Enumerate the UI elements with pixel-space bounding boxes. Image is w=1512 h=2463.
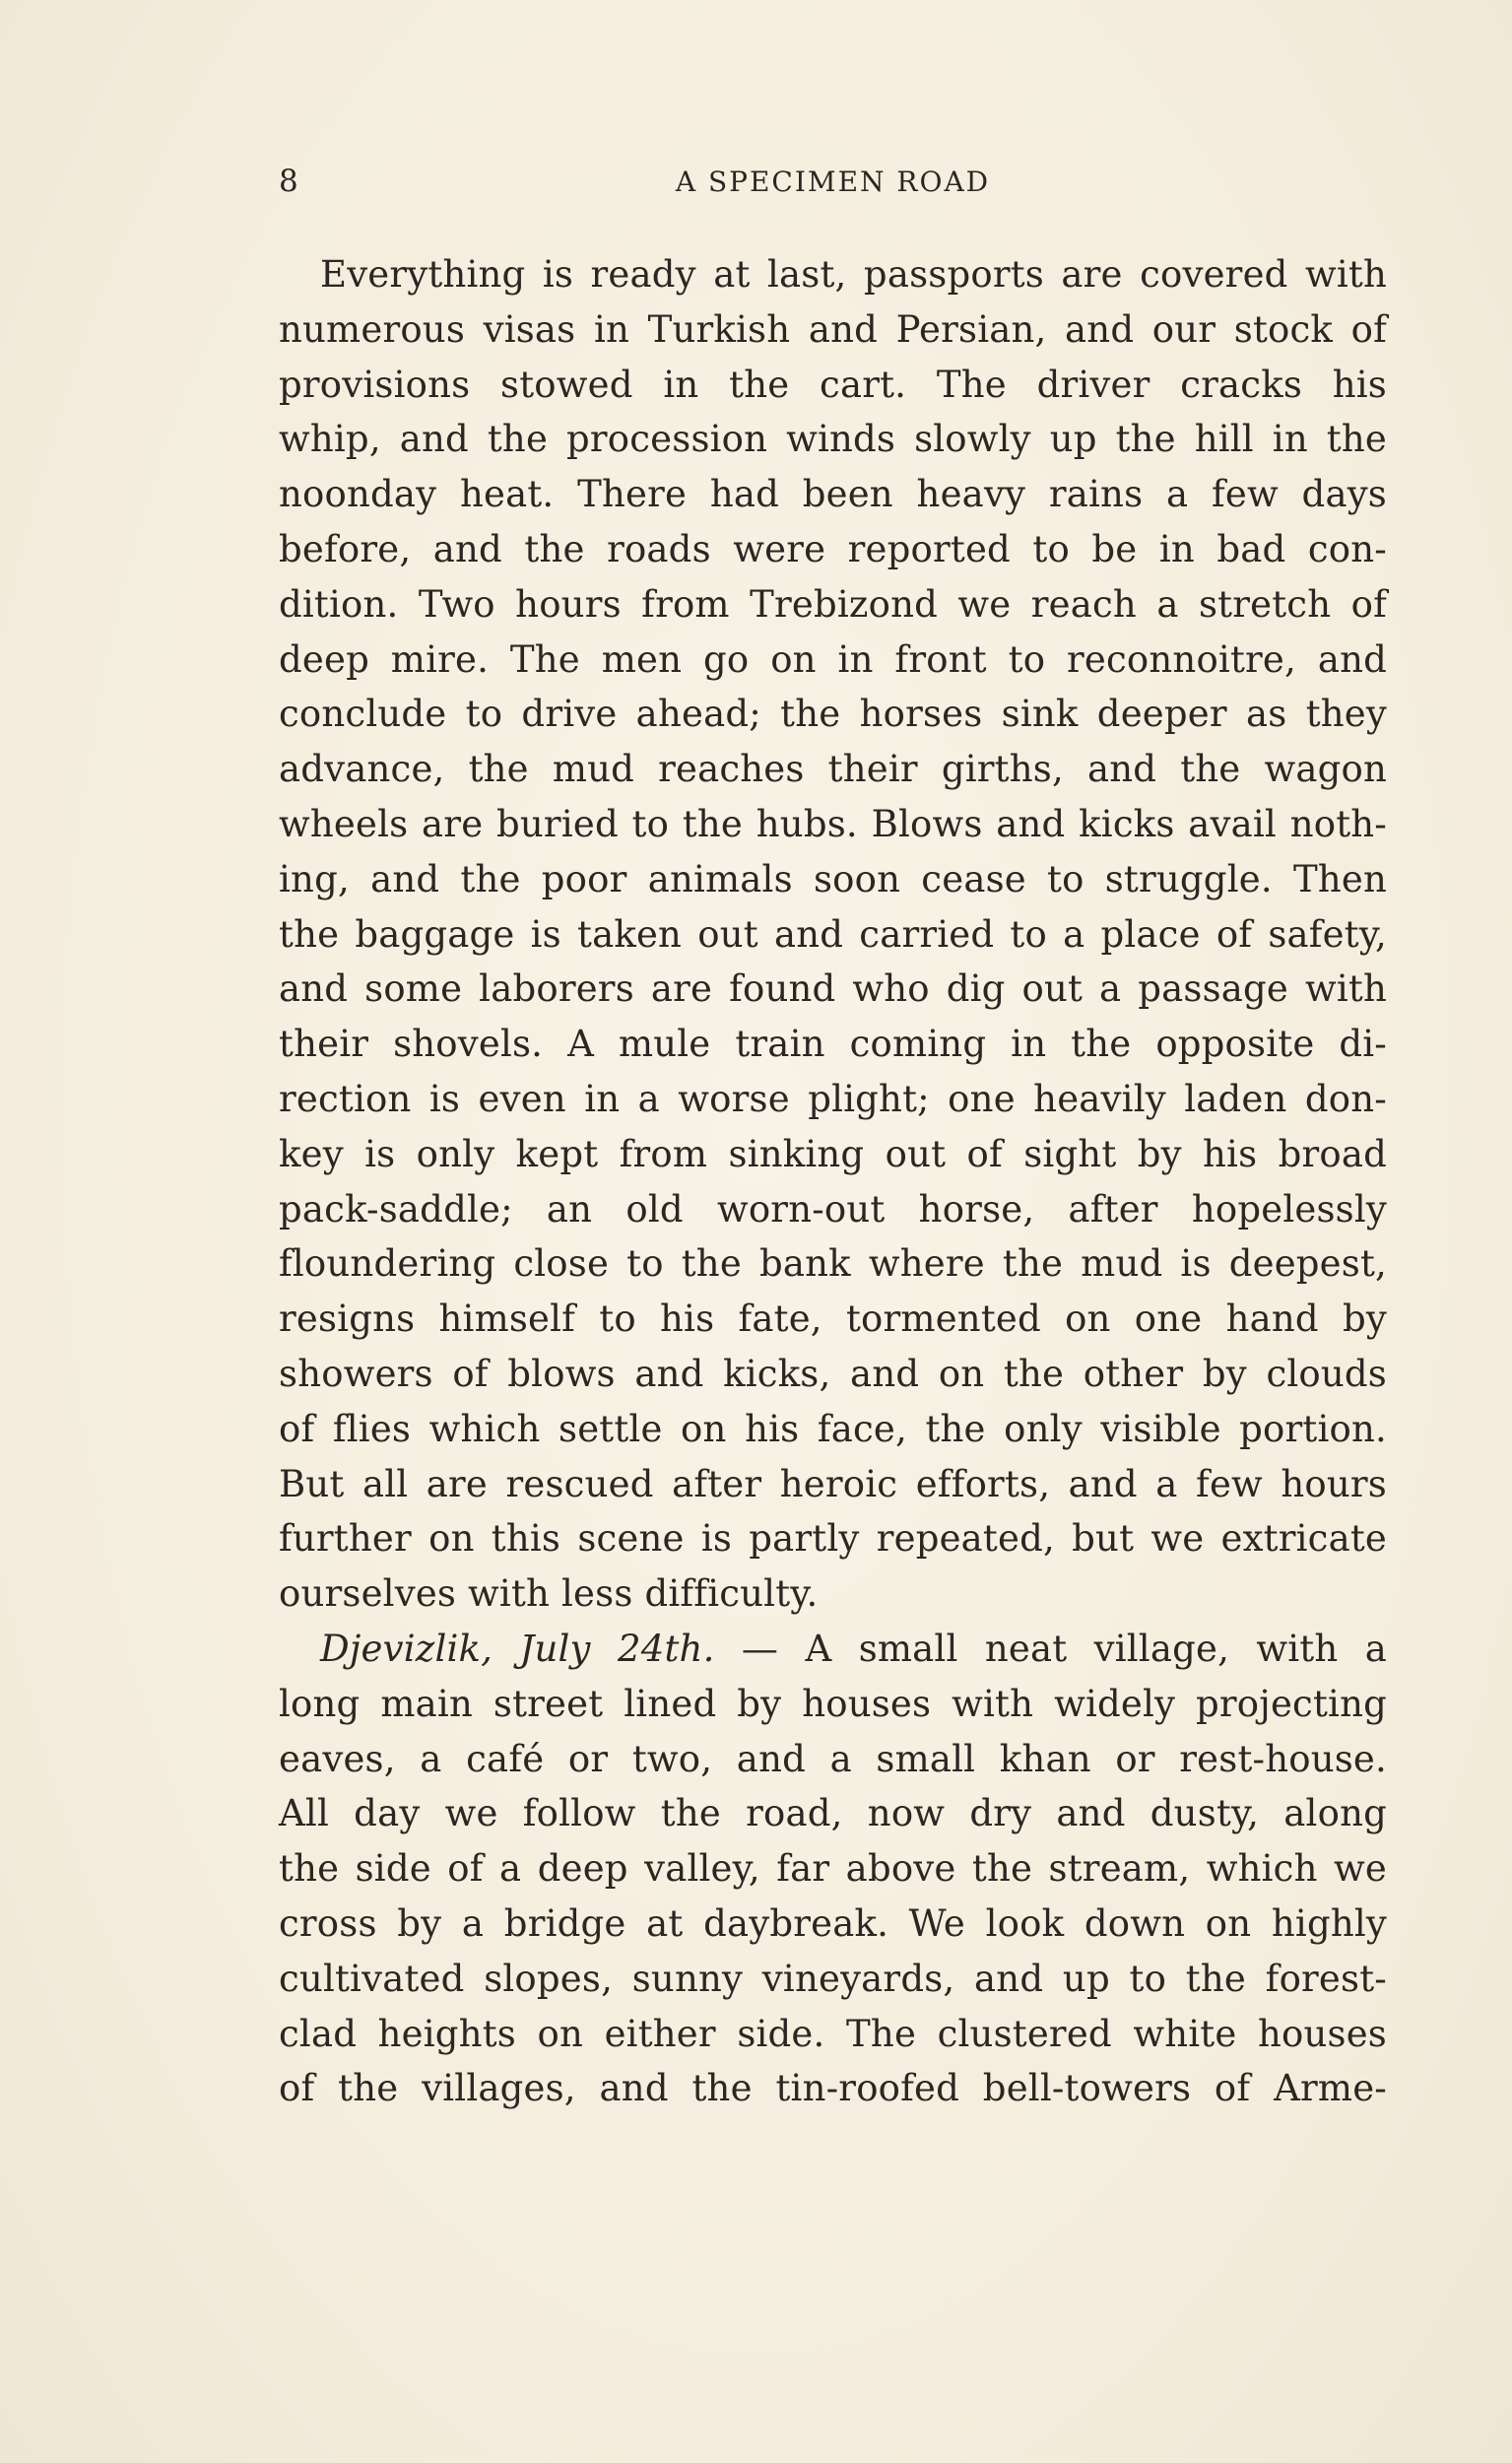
text-line: pack-saddle; an old worn-out horse, after hopelessly bbox=[279, 1187, 1387, 1231]
entry-place-date: Djevizlik, July 24th. bbox=[320, 1627, 715, 1670]
text-line: key is only kept from sinking out of sight by his broad bbox=[279, 1132, 1387, 1175]
text-line: wheels are buried to the hubs. Blows and kicks avail noth- bbox=[279, 802, 1387, 845]
text-line: the baggage is taken out and carried to a place of safety, bbox=[279, 912, 1387, 956]
text-line: noonday heat. There had been heavy rains a few days bbox=[279, 473, 1387, 516]
text-line: of flies which settle on his face, the only visible portion. bbox=[279, 1407, 1387, 1450]
text-line: ing, and the poor animals soon cease to struggle. Then bbox=[279, 857, 1387, 900]
text-line: advance, the mud reaches their girths, and the wagon bbox=[279, 748, 1387, 791]
text-line: cultivated slopes, sunny vineyards, and up to the forest- bbox=[279, 1957, 1387, 2000]
page-number: 8 bbox=[279, 164, 298, 199]
text-line: floundering close to the bank where the mud is deepest, bbox=[279, 1242, 1387, 1286]
text-line: deep mire. The men go on in front to reconnoitre, and bbox=[279, 637, 1387, 681]
text-line: rection is even in a worse plight; one heavily laden don- bbox=[279, 1077, 1387, 1120]
text-line: clad heights on either side. The clustered white houses bbox=[279, 2012, 1387, 2055]
text-line: provisions stowed in the cart. The driver cracks his bbox=[279, 363, 1387, 406]
text-line: showers of blows and kicks, and on the other by clouds bbox=[279, 1352, 1387, 1395]
text-line: further on this scene is partly repeated, but we extricate bbox=[279, 1517, 1387, 1561]
text-line: whip, and the procession winds slowly up the hill in the bbox=[279, 418, 1387, 461]
text-line: conclude to drive ahead; the horses sink deeper as they bbox=[279, 693, 1387, 736]
running-header bbox=[279, 164, 1387, 207]
text-line: their shovels. A mule train coming in the opposite di- bbox=[279, 1023, 1387, 1066]
text-line: resigns himself to his fate, tormented on one hand by bbox=[279, 1298, 1387, 1341]
text-line: dition. Two hours from Trebizond we reach a stretch of bbox=[279, 582, 1387, 626]
dated-entry-line bbox=[279, 1622, 1387, 1677]
text-line: eaves, a café or two, and a small khan or rest-house. bbox=[279, 1737, 1387, 1780]
text-line: All day we follow the road, now dry and dusty, along bbox=[279, 1792, 1387, 1835]
entry-dash: — bbox=[714, 1627, 806, 1670]
text-line: and some laborers are found who dig out a passage with bbox=[279, 967, 1387, 1011]
body-text bbox=[279, 247, 1387, 2116]
running-title: A SPECIMEN ROAD bbox=[675, 166, 991, 198]
text-line: numerous visas in Turkish and Persian, and our stock of bbox=[279, 307, 1387, 351]
text-line: the side of a deep valley, far above the stream, which we bbox=[279, 1847, 1387, 1891]
text-line: before, and the roads were reported to be in bad con- bbox=[279, 527, 1387, 570]
text-line: of the villages, and the tin-roofed bell-towers of Arme- bbox=[279, 2067, 1387, 2110]
entry-first-line-text: A small neat village, with a bbox=[805, 1627, 1387, 1670]
text-line: But all are rescued after heroic efforts, and a few hours bbox=[279, 1462, 1387, 1505]
text-line: Everything is ready at last, passports are covered with bbox=[320, 253, 1387, 296]
text-line: long main street lined by houses with widely projecting bbox=[279, 1682, 1387, 1725]
text-line: ourselves with less difficulty. bbox=[279, 1572, 819, 1616]
text-line: cross by a bridge at daybreak. We look down on highly bbox=[279, 1901, 1387, 1945]
